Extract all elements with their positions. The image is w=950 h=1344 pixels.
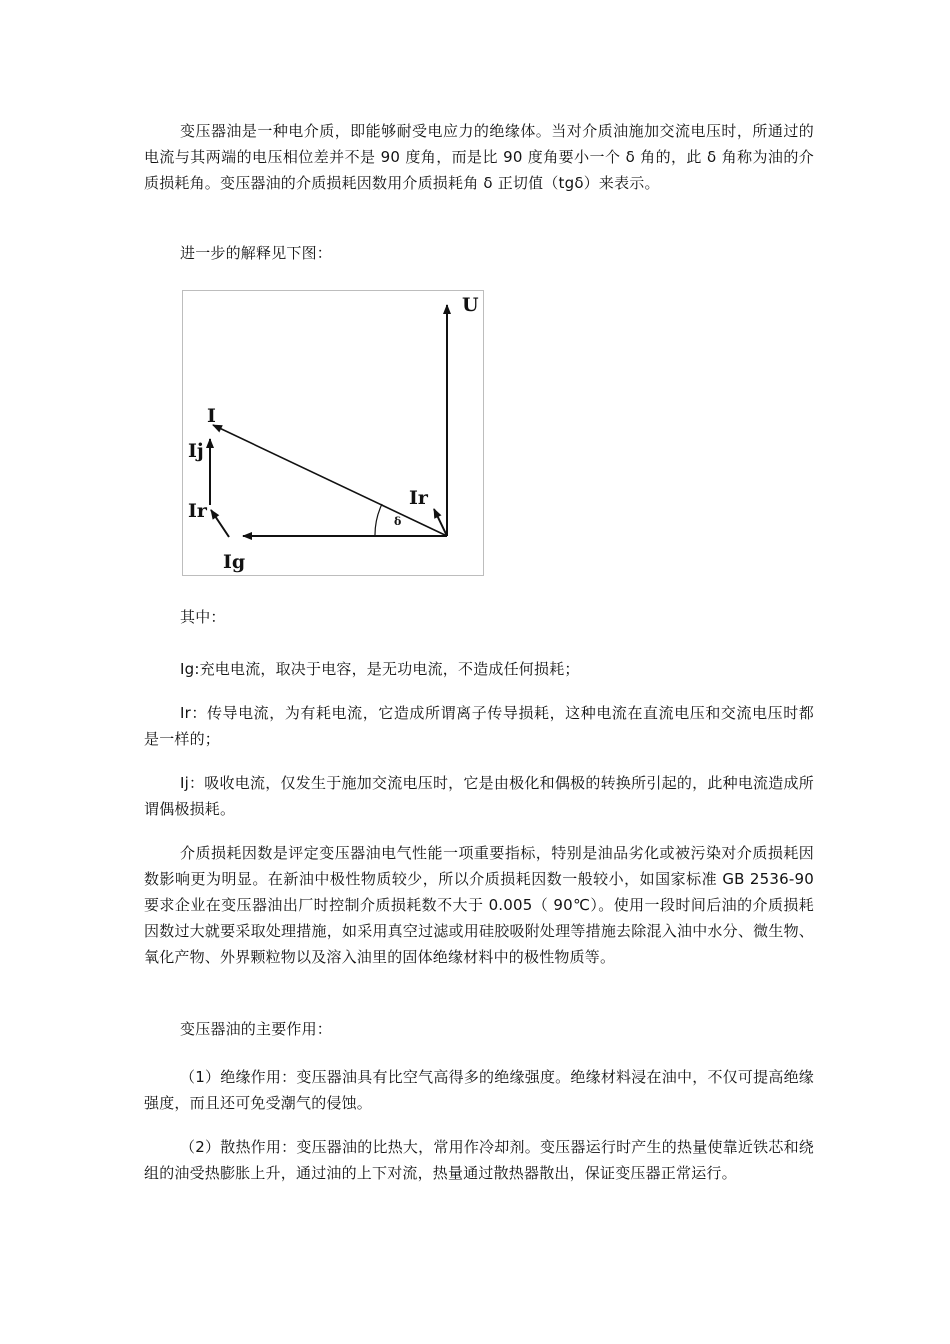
insulation-role-paragraph: （1）绝缘作用：变压器油具有比空气高得多的绝缘强度。绝缘材料浸在油中，不仅可提高绝缘强度，而且还可免受潮气的侵蚀。	[144, 1068, 814, 1112]
label-ig: Ig	[223, 551, 246, 573]
phasor-diagram	[182, 290, 484, 576]
ij-definition-paragraph: Ij：吸收电流，仅发生于施加交流电压时，它是由极化和偶极的转换所引起的，此种电流造成所谓偶极损耗。	[144, 774, 814, 818]
i-vector	[213, 425, 447, 536]
intro-paragraph: 变压器油是一种电介质，即能够耐受电应力的绝缘体。当对介质油施加交流电压时，所通过的电流与其两端的电压相位差并不是 90 度角，而是比 90 度角要小一个 δ 角的，此 δ 角称为油的介质损耗角。变压器油的介质损耗因数用介质损耗角 δ 正切值（tgδ）来表示。	[144, 122, 814, 192]
label-delta: δ	[394, 515, 402, 528]
cooling-role-paragraph: （2）散热作用：变压器油的比热大，常用作冷却剂。变压器运行时产生的热量使靠近铁芯和绕组的油受热膨胀上升，通过油的上下对流，热量通过散热器散出，保证变压器正常运行。	[144, 1138, 814, 1182]
further-explanation-paragraph: 进一步的解释见下图：	[180, 244, 333, 262]
where-paragraph: 其中：	[180, 608, 226, 626]
ig-definition-paragraph: Ig:充电电流，取决于电容，是无功电流，不造成任何损耗；	[180, 660, 580, 678]
main-role-heading-paragraph: 变压器油的主要作用：	[180, 1020, 333, 1038]
label-ir-right: Ir	[409, 487, 428, 509]
ir-definition-paragraph: Ir：传导电流，为有耗电流，它造成所谓离子传导损耗，这种电流在直流电压和交流电压时都是一样的；	[144, 704, 814, 748]
label-ir-left: Ir	[188, 500, 207, 522]
label-ij: Ij	[188, 440, 204, 462]
phasor-diagram-svg	[183, 291, 485, 577]
label-u: U	[462, 294, 479, 316]
ir-left-vector	[211, 510, 229, 537]
delta-arc	[375, 504, 382, 536]
ir-right-vector	[434, 509, 447, 536]
label-i: I	[207, 405, 216, 427]
dielectric-loss-factor-paragraph: 介质损耗因数是评定变压器油电气性能一项重要指标，特别是油品劣化或被污染对介质损耗因数影响更为明显。在新油中极性物质较少，所以介质损耗因数一般较小，如国家标准 GB 2536-90 要求企业在变压器油出厂时控制介质损耗数不大于 0.005（ 90℃）。使用一段时间后油的介质损耗因数过大就要采取处理措施，如采用真空过滤或用硅胶吸附处理等措施去除混入油中水分、微生物、氧化产物、外界颗粒物以及溶入油里的固体绝缘材料中的极性物质等。	[144, 844, 814, 966]
